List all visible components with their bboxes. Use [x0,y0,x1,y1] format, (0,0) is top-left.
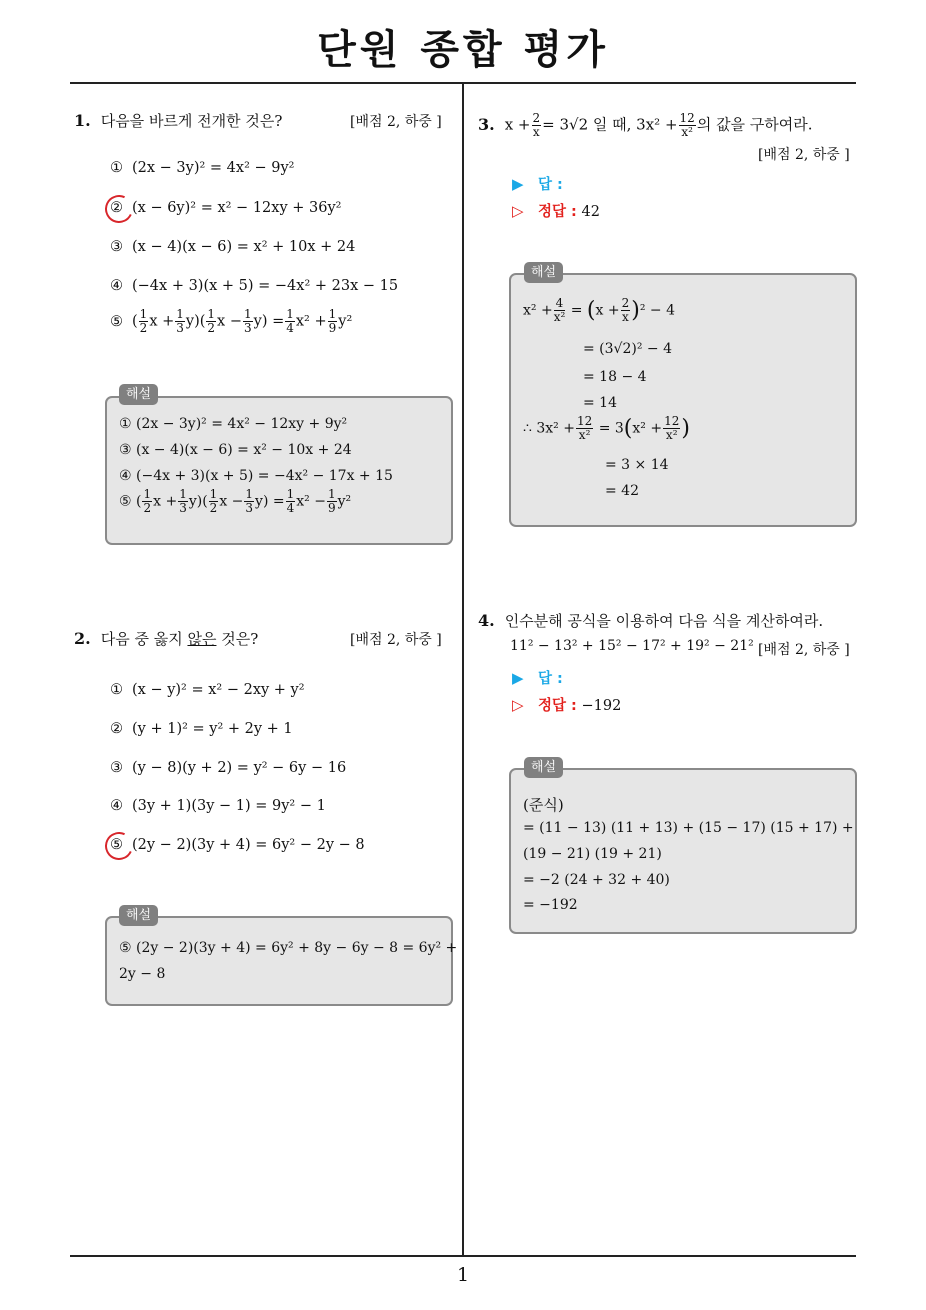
fraction: $\frac{1}{2}$ [207,307,216,335]
fraction: $\frac{1}{3}$ [176,307,184,335]
option-expr: (y − 8)(y + 2) = y² − 6y − 16 [132,760,347,776]
q1-explanation-box [105,396,453,545]
expr-part: ( [132,313,138,330]
correct-value: 42 [581,204,600,220]
page-number: 1 [456,1264,470,1286]
fraction: $\frac{12}{\text{x²}}$ [679,111,695,139]
option-expr: (x − 6y)² = x² − 12xy + 36y² [132,200,342,216]
correct-value: −192 [581,698,622,714]
option-expr: (3y + 1)(3y − 1) = 9y² − 1 [132,798,326,814]
option-mark: ⑤ [110,837,123,853]
option-mark: ③ [110,760,123,776]
option-expr: (2x − 3y)² = 4x² − 9y² [132,160,295,176]
option-mark: ⑤ [110,313,123,330]
question-2-header [74,628,258,649]
q2-option-2[interactable] [110,721,293,737]
question-2-number: 2. [74,629,91,648]
option-mark: ④ [110,798,123,814]
explanation-line: ⑤ ( $\frac{1}{2}$ x + $\frac{1}{3}$ y)( $\frac{1}{2}$ x − $\frac{1}{3}$ y) = $\frac{1}{4}$ x² − $\frac{1}{9}$ y² [119,487,352,515]
explanation-line: x² + $\frac{4}{\text{x²}}$ = (x + $\frac{2}{x}$ )² − 4 [523,296,675,324]
option-expr: (−4x + 3)(x + 5) = −4x² + 23x − 15 [132,278,399,294]
expr-part: y² [338,313,353,330]
expr-part: x − [217,313,242,330]
explanation-line: (19 − 21) (19 + 21) [523,846,662,862]
q2-explanation-box [105,916,458,1006]
option-mark: ② [110,200,123,216]
q4-answer-row [512,667,563,688]
arrow-icon: ▶ [512,669,524,687]
question-4-text: 인수분해 공식을 이용하여 다음 식을 계산하여라. [504,612,824,630]
fraction: $\frac{2}{x}$ [532,111,541,139]
option-mark: ① [110,682,123,698]
explanation-tag: 해설 [524,262,563,283]
question-2-text-end: 것은? [216,630,259,648]
expr-part: y)( [185,313,206,330]
question-2-text: 다음 중 옳지 [100,630,188,648]
question-1-header [74,110,282,131]
explanation-line: ③ (x − 4)(x − 6) = x² − 10x + 24 [119,442,352,458]
q1-option-4[interactable] [110,278,398,294]
expr-part: x + [149,313,175,330]
q2-option-4[interactable] [110,798,326,814]
expr-part: y) = [253,313,285,330]
explanation-line: = 14 [583,395,617,411]
explanation-tag: 해설 [524,757,563,778]
q3-correct-row [512,200,600,221]
explanation-line: 2y − 8 [119,966,166,982]
question-2-underlined: 않은 [187,630,217,648]
fraction: $\frac{1}{2}$ [139,307,148,335]
column-divider [462,84,464,1256]
question-4-expression: 11² − 13² + 15² − 17² + 19² − 21² [510,638,754,654]
explanation-line: = 3 × 14 [605,457,669,473]
explanation-line: ① (2x − 3y)² = 4x² − 12xy + 9y² [119,416,348,432]
option-expr: (x − 4)(x − 6) = x² + 10x + 24 [132,239,356,255]
arrow-icon: ▶ [512,175,524,193]
option-mark: ② [110,721,123,737]
q4-correct-row [512,694,621,715]
explanation-line: ⑤ (2y − 2)(3y + 4) = 6y² + 8y − 6y − 8 = 6y² + [119,940,458,956]
option-expr: (x − y)² = x² − 2xy + y² [132,682,305,698]
question-3-meta: [배점 2, 하중 ] [758,147,850,163]
expr-part: x + [504,115,531,134]
explanation-line: = −2 (24 + 32 + 40) [523,872,670,888]
q3-answer-row [512,173,563,194]
answer-label: 답 : [538,177,563,193]
option-expr: (2y − 2)(3y + 4) = 6y² − 2y − 8 [132,837,365,853]
explanation-line: = −192 [523,897,578,913]
question-1-text: 다음을 바르게 전개한 것은? [100,112,283,130]
question-3-number: 3. [478,114,495,134]
expr-part: = 3√2 일 때, 3x² + [542,115,678,134]
q1-option-1[interactable] [110,160,295,176]
q3-explanation-box [509,273,857,527]
page-title: 단원 종합 평가 [317,27,609,73]
question-2-meta: [배점 2, 하중 ] [350,632,442,648]
explanation-line: (준식) [523,796,564,814]
explanation-line: = 18 − 4 [583,369,647,385]
q1-option-2[interactable] [110,200,341,216]
correct-label: 정답 : [538,204,577,220]
answer-label: 답 : [538,671,563,687]
question-4-header [478,610,823,631]
q4-explanation-box [509,768,857,934]
fraction: $\frac{1}{4}$ [286,307,294,335]
explanation-tag: 해설 [119,384,158,405]
question-3-header [478,112,813,139]
expr-part: x² + [295,313,327,330]
fraction: $\frac{1}{3}$ [243,307,252,335]
option-expr: (y + 1)² = y² + 2y + 1 [132,721,293,737]
expr-part: 의 값을 구하여라. [696,115,813,134]
arrow-icon: ▷ [512,202,524,220]
question-1-number: 1. [74,111,91,130]
question-4-meta: [배점 2, 하중 ] [758,642,850,658]
option-mark: ④ [110,278,123,294]
q2-option-1[interactable] [110,682,305,698]
explanation-line: ∴ 3x² + $\frac{12}{\text{x²}}$ = 3(x² + $\frac{12}{\text{x²}}$ ) [523,414,690,442]
q2-option-3[interactable] [110,760,346,776]
explanation-line: = (11 − 13) (11 + 13) + (15 − 17) (15 + 17) + [523,820,854,836]
option-mark: ① [110,160,123,176]
q2-option-5[interactable] [110,837,365,853]
correct-label: 정답 : [538,698,577,714]
explanation-tag: 해설 [119,905,158,926]
fraction: $\frac{1}{9}$ [328,307,337,335]
footer-divider [70,1255,856,1257]
question-4-number: 4. [478,611,495,630]
explanation-line: = 42 [605,483,639,499]
q1-option-3[interactable] [110,239,355,255]
arrow-icon: ▷ [512,696,524,714]
explanation-line: ④ (−4x + 3)(x + 5) = −4x² − 17x + 15 [119,468,393,484]
explanation-line: = (3√2)² − 4 [583,341,672,357]
option-mark: ③ [110,239,123,255]
q1-option-5[interactable] [110,308,352,335]
question-1-meta: [배점 2, 하중 ] [350,114,442,130]
